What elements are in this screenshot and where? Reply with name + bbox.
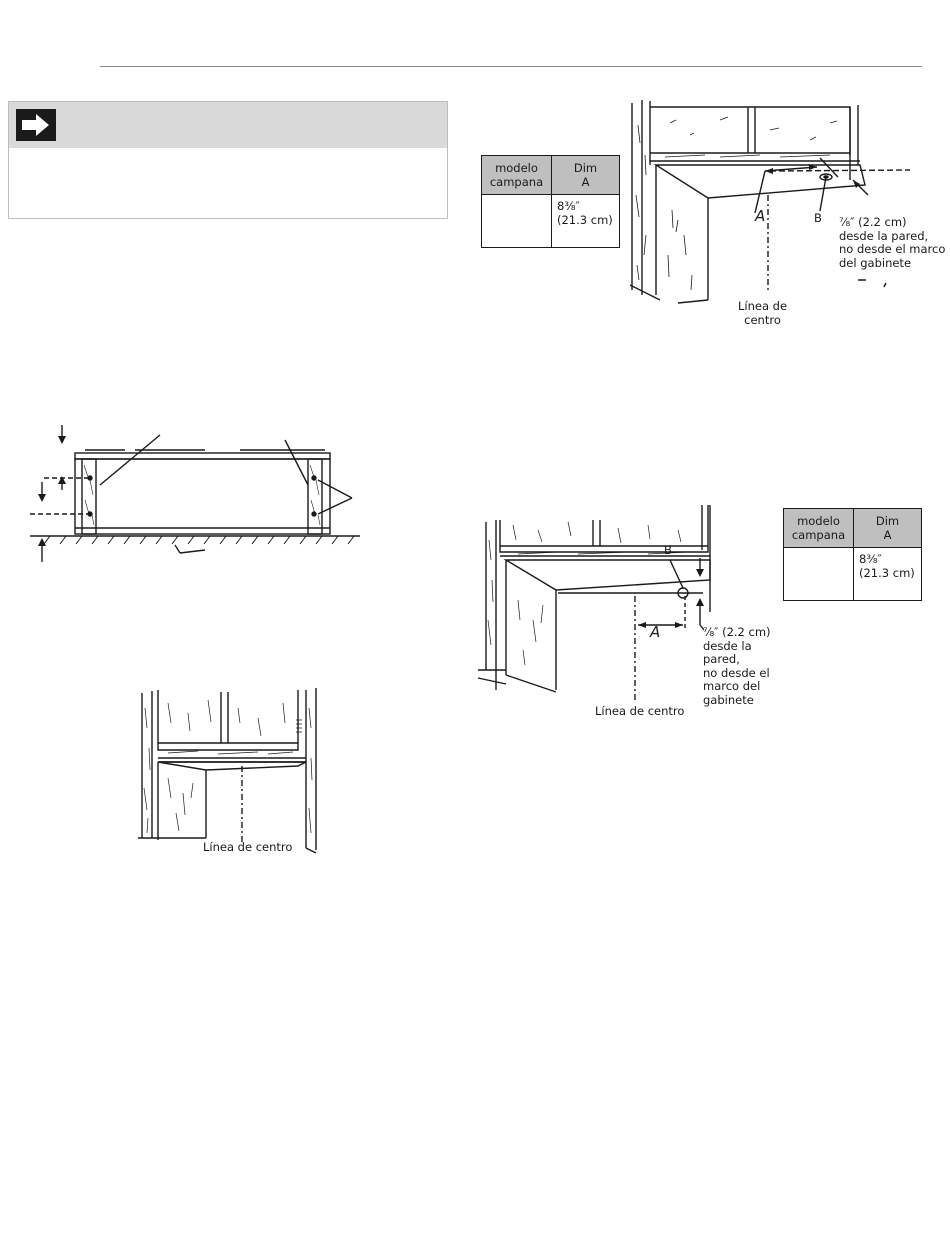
table-cell: [482, 195, 552, 248]
wall-offset-note: ⅞″ (2.2 cm) desde la pared, no desde el marco del gabinete: [703, 625, 771, 707]
hole-b-label: B: [814, 211, 822, 225]
dimension-a-label: A: [650, 623, 661, 641]
table-row: [482, 195, 620, 248]
table-header-row: [784, 509, 922, 548]
table-cell: [784, 548, 854, 601]
table-header-row: [482, 156, 620, 195]
centerline-label: Línea de centro: [203, 840, 293, 854]
cabinet-front-view-illustration: [138, 688, 323, 858]
note-header-bar: [9, 102, 447, 148]
dimension-a-label: A: [755, 207, 766, 225]
centerline-label: Línea de centro: [595, 704, 685, 718]
centerline-label: Línea de centro: [738, 299, 788, 327]
wall-mounting-diagram: [30, 420, 380, 570]
hole-b-label: B: [664, 543, 672, 557]
header-rule: [100, 66, 922, 67]
model-dimension-table-bottom: [783, 508, 922, 601]
right-arrow-icon: [16, 109, 56, 141]
table-header-cell: modelo campana: [482, 156, 552, 195]
cabinet-top-view-illustration: [620, 95, 920, 325]
table-header-cell: modelo campana: [784, 509, 854, 548]
table-header-cell: Dim A: [854, 509, 922, 548]
model-dimension-table-top: [481, 155, 620, 248]
wall-offset-note: ⅞″ (2.2 cm) desde la pared, no desde el marco del gabinete: [839, 215, 946, 270]
table-cell: 8⅜″ (21.3 cm): [854, 548, 922, 601]
table-header-cell: Dim A: [552, 156, 620, 195]
note-box: [8, 101, 448, 219]
table-cell: 8⅜″ (21.3 cm): [552, 195, 620, 248]
table-row: [784, 548, 922, 601]
